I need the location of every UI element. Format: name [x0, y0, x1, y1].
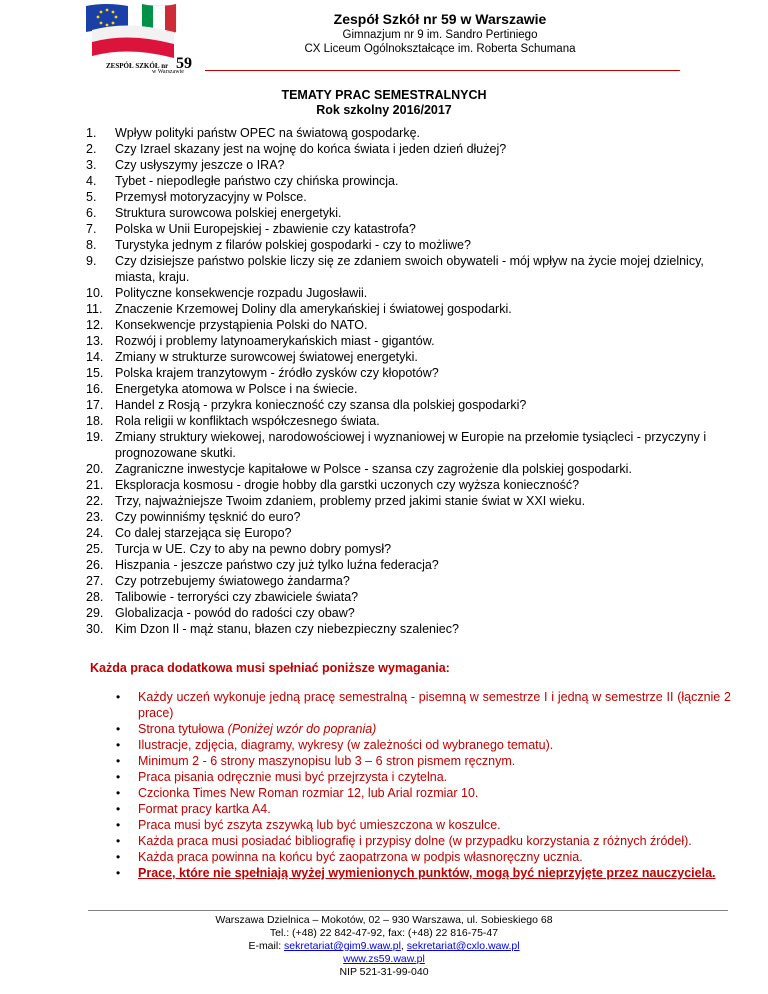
- website-link[interactable]: www.zs59.waw.pl: [343, 953, 425, 965]
- topic-item: [86, 205, 726, 221]
- topic-text: Czy potrzebujemy światowego żandarma?: [115, 574, 350, 588]
- topic-item: [86, 157, 726, 173]
- topic-text: Zmiany w strukturze surowcowej światowej energetyki.: [115, 350, 418, 364]
- topic-text: Hiszpania - jeszcze państwo czy już tylko luźna federacja?: [115, 558, 439, 572]
- topic-number: 6.: [86, 206, 97, 220]
- topic-item: [86, 333, 726, 349]
- school-name: Zespół Szkół nr 59 w Warszawie: [333, 11, 547, 27]
- requirement-item: • Czcionka Times New Roman rozmiar 12, lub Arial rozmiar 10.: [116, 786, 479, 800]
- bullet: •: [116, 754, 121, 768]
- svg-text:59: 59: [176, 55, 192, 72]
- bullet: •: [116, 850, 121, 864]
- bullet: •: [116, 786, 121, 800]
- topic-number: 28.: [86, 590, 104, 604]
- topic-number: 26.: [86, 558, 104, 572]
- final-warning: Prace, które nie spełniają wyżej wymienionych punktów, mogą być nieprzyjęte przez nauczyciela.: [138, 866, 716, 880]
- topic-number: 15.: [86, 366, 104, 380]
- topic-number: 11.: [86, 302, 103, 316]
- topic-number: 2.: [86, 142, 97, 156]
- topic-text: Turcja w UE. Czy to aby na pewno dobry pomysł?: [115, 542, 392, 556]
- topic-number: 1.: [86, 126, 97, 140]
- bullet: •: [116, 818, 121, 832]
- email-link-gim9[interactable]: sekretariat@gim9.waw.pl: [284, 940, 401, 952]
- footer: [0, 914, 768, 979]
- topic-number: 19.: [86, 430, 104, 444]
- topic-text: Energetyka atomowa w Polsce i na świecie.: [115, 382, 358, 396]
- header-divider: [205, 70, 680, 71]
- topic-number: 12.: [86, 318, 104, 332]
- topic-text: Polityczne konsekwencje rozpadu Jugosławii.: [115, 286, 368, 300]
- requirement-item: • Ilustracje, zdjęcia, diagramy, wykresy (w zależności od wybranego tematu).: [116, 738, 554, 752]
- topic-item: [86, 477, 726, 493]
- bullet: •: [116, 802, 121, 816]
- requirement-item: • Format pracy kartka A4.: [116, 802, 271, 816]
- topic-item: [86, 557, 726, 573]
- svg-text:ZESPÓŁ SZKÓŁ nr: ZESPÓŁ SZKÓŁ nr: [106, 62, 169, 70]
- footer-email: E-mail: sekretariat@gim9.waw.pl, sekretariat@cxlo.waw.pl: [248, 940, 520, 952]
- topic-number: 20.: [86, 462, 104, 476]
- topic-number: 13.: [86, 334, 104, 348]
- topic-text: Polska krajem tranzytowym - źródło zysków czy kłopotów?: [115, 366, 439, 380]
- topic-text: Zmiany struktury wiekowej, narodowościowej i wyznaniowej w Europie na przełomie tysiącleci - przyczyny i prognozowane skutki.: [115, 430, 707, 460]
- topic-number: 9.: [86, 254, 97, 268]
- topic-number: 14.: [86, 350, 104, 364]
- topic-item: [86, 429, 726, 461]
- topic-item: [86, 461, 726, 477]
- footer-phone: Tel.: (+48) 22 842-47-92, fax: (+48) 22 816-75-47: [269, 927, 499, 939]
- topic-item: [86, 189, 726, 205]
- title-page-label: Strona tytułowa: [138, 722, 225, 736]
- topic-text: Znaczenie Krzemowej Doliny dla amerykańskiej i światowej gospodarki.: [115, 302, 512, 316]
- topic-text: Handel z Rosją - przykra konieczność czy szansa dla polskiej gospodarki?: [115, 398, 527, 412]
- topic-text: Eksploracja kosmosu - drogie hobby dla garstki uczonych czy wyższa konieczność?: [115, 478, 580, 492]
- topic-text: Czy usłyszymy jeszcze o IRA?: [115, 158, 285, 172]
- topic-text: Co dalej starzejąca się Europo?: [115, 526, 292, 540]
- bullet: •: [116, 770, 121, 784]
- topic-number: 10.: [86, 286, 104, 300]
- footer-nip: NIP 521-31-99-040: [339, 966, 429, 978]
- school-logo: [84, 2, 214, 74]
- topic-item: [86, 589, 726, 605]
- topic-text: Rola religii w konfliktach współczesnego świata.: [115, 414, 380, 428]
- topic-text: Zagraniczne inwestycje kapitałowe w Polsce - szansa czy zagrożenie dla polskiej gospodarki.: [115, 462, 632, 476]
- topic-item: [86, 573, 726, 589]
- topic-item: [86, 221, 726, 237]
- topic-text: Tybet - niepodległe państwo czy chińska prowincja.: [115, 174, 399, 188]
- topic-item: [86, 605, 726, 621]
- topic-text: Wpływ polityki państw OPEC na światową gospodarkę.: [115, 126, 420, 140]
- requirement-item: • Każda praca musi posiadać bibliografię i przypisy dolne (w przypadku korzystania z różnych źródeł).: [116, 834, 692, 848]
- footer-divider: [88, 910, 728, 911]
- topic-number: 18.: [86, 414, 104, 428]
- requirement-item: • Każdy uczeń wykonuje jedną pracę semestralną - pisemną w semestrze I i jedną w semestrze II (łącznie 2 prace): [116, 690, 731, 720]
- topic-number: 22.: [86, 494, 104, 508]
- bullet: •: [116, 738, 121, 752]
- topic-item: [86, 301, 726, 317]
- topic-text: Struktura surowcowa polskiej energetyki.: [115, 206, 342, 220]
- topic-text: Rozwój i problemy latynoamerykańskich miast - gigantów.: [115, 334, 435, 348]
- topic-number: 23.: [86, 510, 104, 524]
- requirement-item: • Praca pisania odręcznie musi być przejrzysta i czytelna.: [116, 770, 448, 784]
- topic-number: 30.: [86, 622, 104, 636]
- topic-number: 5.: [86, 190, 97, 204]
- topic-item: [86, 413, 726, 429]
- requirement-item: [116, 721, 731, 737]
- email-link-cxlo[interactable]: sekretariat@cxlo.waw.pl: [406, 940, 520, 952]
- topic-number: 4.: [86, 174, 97, 188]
- topic-item: [86, 381, 726, 397]
- topic-text: Konsekwencje przystąpienia Polski do NATO.: [115, 318, 368, 332]
- bullet: •: [116, 866, 121, 880]
- topic-number: 25.: [86, 542, 104, 556]
- bullet: •: [116, 690, 121, 704]
- requirements-heading: Każda praca dodatkowa musi spełniać poniższe wymagania:: [90, 661, 450, 675]
- topic-item: [86, 493, 726, 509]
- requirement-item: • Praca musi być zszyta zszywką lub być umieszczona w koszulce.: [116, 818, 501, 832]
- topic-text: Polska w Unii Europejskiej - zbawienie czy katastrofa?: [115, 222, 416, 236]
- topic-text: Turystyka jednym z filarów polskiej gospodarki - czy to możliwe?: [115, 238, 471, 252]
- topic-text: Czy Izrael skazany jest na wojnę do końca świata i jeden dzień dłużej?: [115, 142, 507, 156]
- topic-number: 7.: [86, 222, 97, 236]
- topic-item: [86, 317, 726, 333]
- topic-item: [86, 541, 726, 557]
- requirement-item: [116, 865, 731, 881]
- topic-number: 27.: [86, 574, 104, 588]
- topic-item: [86, 509, 726, 525]
- topic-number: 16.: [86, 382, 104, 396]
- topic-item: [86, 525, 726, 541]
- school-unit-1: Gimnazjum nr 9 im. Sandro Pertiniego: [342, 29, 538, 41]
- svg-text:w Warszawie: w Warszawie: [152, 69, 184, 74]
- topic-item: [86, 141, 726, 157]
- title-page-note: (Poniżej wzór do poprania): [227, 722, 377, 736]
- topic-number: 21.: [86, 478, 104, 492]
- topic-item: [86, 349, 726, 365]
- requirement-item: • Każda praca powinna na końcu być zaopatrzona w podpis własnoręczny ucznia.: [116, 850, 583, 864]
- footer-address: Warszawa Dzielnica – Mokotów, 02 – 930 Warszawa, ul. Sobieskiego 68: [215, 914, 553, 926]
- topic-text: Globalizacja - powód do radości czy obaw?: [115, 606, 355, 620]
- doc-title: TEMATY PRAC SEMESTRALNYCH: [281, 88, 487, 102]
- topic-number: 8.: [86, 238, 97, 252]
- bullet: •: [116, 834, 121, 848]
- topic-text: Trzy, najważniejsze Twoim zdaniem, problemy przed jakimi stanie świat w XXI wieku.: [115, 494, 586, 508]
- topic-item: [86, 237, 726, 253]
- topic-number: 29.: [86, 606, 104, 620]
- school-unit-2: CX Liceum Ogólnokształcące im. Roberta Schumana: [304, 43, 576, 55]
- topic-number: 24.: [86, 526, 104, 540]
- topic-text: Przemysł motoryzacyjny w Polsce.: [115, 190, 307, 204]
- topic-item: [86, 125, 726, 141]
- requirement-item: • Minimum 2 - 6 strony maszynopisu lub 3 – 6 stron pismem ręcznym.: [116, 754, 516, 768]
- topic-number: 17.: [86, 398, 104, 412]
- requirements-list: [116, 689, 731, 881]
- topic-item: [86, 397, 726, 413]
- school-year: Rok szkolny 2016/2017: [316, 103, 452, 117]
- topic-text: Talibowie - terroryści czy zbawiciele świata?: [115, 590, 359, 604]
- topic-item: [86, 365, 726, 381]
- topic-item: [86, 173, 726, 189]
- topic-text: Kim Dzon Il - mąż stanu, błazen czy niebezpieczny szaleniec?: [115, 622, 459, 636]
- topic-item: [86, 621, 726, 637]
- topic-number: 3.: [86, 158, 97, 172]
- topic-text: Czy dzisiejsze państwo polskie liczy się ze zdaniem swoich obywateli - mój wpływ na życie mojej dzielnicy, miasta, kraju.: [115, 254, 704, 284]
- letterhead: [220, 11, 660, 56]
- topic-item: [86, 285, 726, 301]
- topic-text: Czy powinniśmy tęsknić do euro?: [115, 510, 301, 524]
- topic-item: [86, 253, 726, 285]
- bullet: •: [116, 722, 121, 736]
- topics-list: [86, 125, 726, 637]
